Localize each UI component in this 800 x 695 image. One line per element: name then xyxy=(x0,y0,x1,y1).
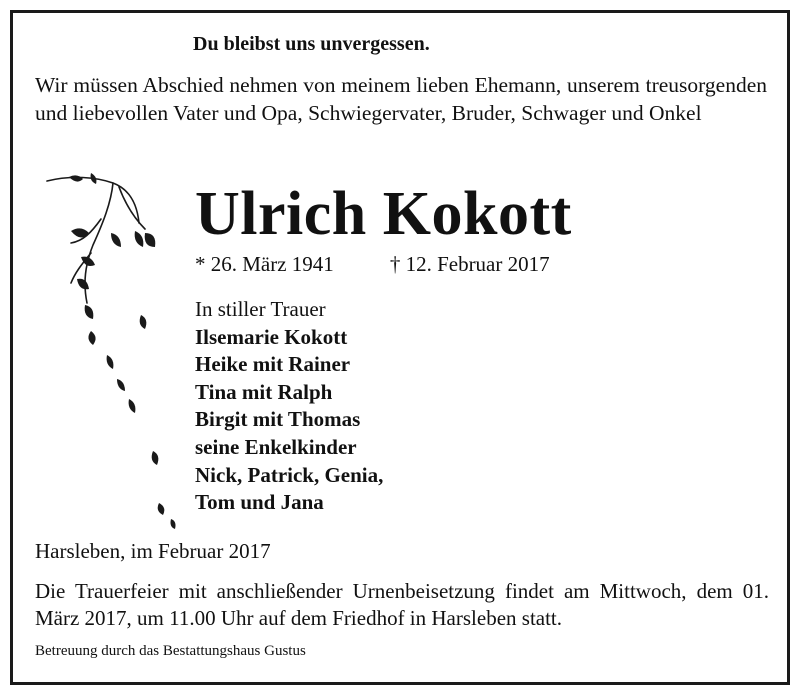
birch-branch-icon xyxy=(41,173,191,533)
birth-date: * 26. März 1941 xyxy=(195,252,334,276)
place-date: Harsleben, im Februar 2017 xyxy=(35,539,271,563)
obituary-notice xyxy=(10,10,790,685)
death-date: † 12. Februar 2017 xyxy=(389,252,550,276)
intro-text: Wir müssen Abschied nehmen von meinem lieben Ehemann, unserem treusorgenden und liebevollen Vater und Opa, Schwiegervater, Bruder, Schwager und Onkel xyxy=(35,73,767,125)
mourner-line: Nick, Patrick, Genia, xyxy=(195,462,384,487)
life-dates xyxy=(195,250,550,278)
deceased-name: Ulrich Kokott xyxy=(195,180,572,248)
mourner-line: Tina mit Ralph xyxy=(195,379,333,404)
mourner-line: Heike mit Rainer xyxy=(195,352,351,377)
mourner-line: Birgit mit Thomas xyxy=(195,407,361,432)
ceremony-info: Die Trauerfeier mit anschließender Urnenbeisetzung findet am Mittwoch, dem 01. März 2017, um 11.00 Uhr auf dem Friedhof in Harsleben statt. xyxy=(35,579,769,630)
funeral-home-credit: Betreuung durch das Bestattungshaus Gustus xyxy=(35,643,306,659)
mourners-lead: In stiller Trauer xyxy=(195,297,326,321)
mourner-line: Ilsemarie Kokott xyxy=(195,324,348,349)
mourner-line: seine Enkelkinder xyxy=(195,434,357,459)
mourner-line: Tom und Jana xyxy=(195,490,324,515)
motto-heading: Du bleibst uns unvergessen. xyxy=(193,33,430,55)
mourners-list xyxy=(195,296,383,517)
